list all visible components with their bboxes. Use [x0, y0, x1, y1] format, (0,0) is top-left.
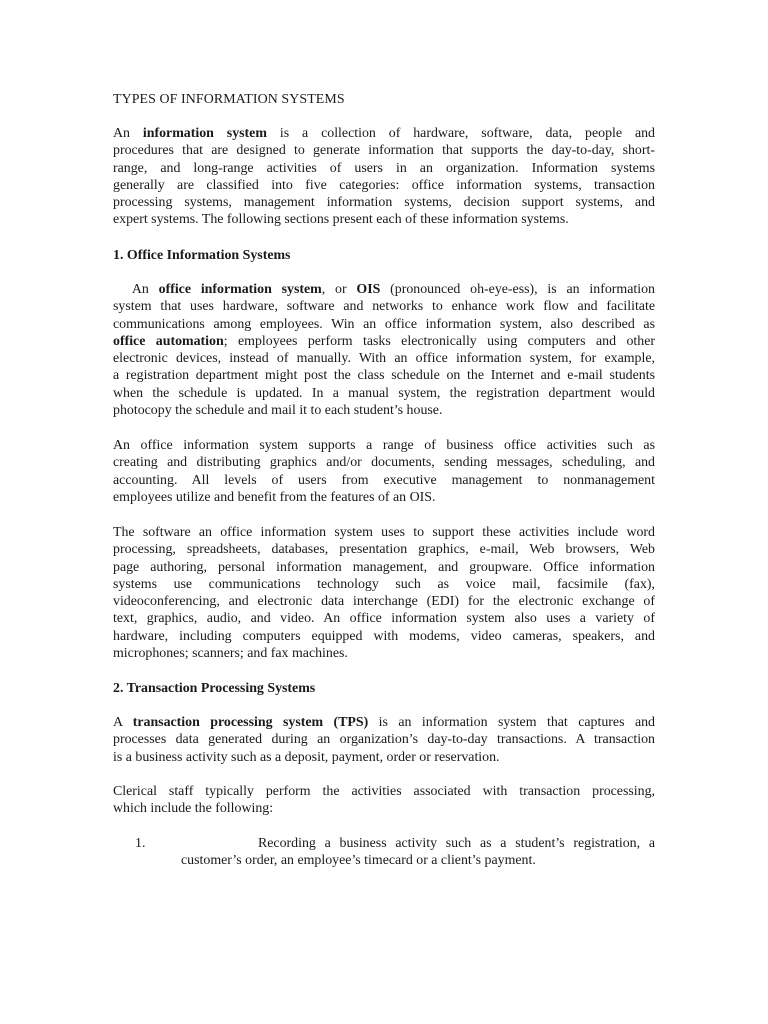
intro-line-4: generally are classified into five categories: office information systems, transaction	[113, 177, 655, 193]
s1p3-line-5: videoconferencing, and electronic data interchange (EDI) for the electronic exchange of	[113, 594, 655, 610]
section-2-heading: 2. Transaction Processing Systems	[113, 681, 316, 696]
document-title	[113, 91, 655, 108]
s1p3-line-4: systems use communications technology such as voice mail, facsimile (fax),	[113, 576, 655, 592]
s1p3-line-3: page authoring, personal information management, and groupware. Office information	[113, 559, 655, 575]
s1p1-line-7: when the schedule is updated. In a manual system, the registration department would	[113, 385, 655, 401]
s1p1-line-8: photocopy the schedule and mail it to each student’s house.	[113, 403, 443, 419]
s2p1-line-3: is a business activity such as a deposit, payment, order or reservation.	[113, 749, 500, 765]
intro-line-1: An information system is a collection of hardware, software, data, people and	[113, 126, 655, 141]
section-1-paragraph-1	[113, 281, 655, 419]
s1p1-line-3: communications among employees. Win an office information system, also described as	[113, 316, 655, 332]
intro-paragraph	[113, 125, 655, 229]
section-1-paragraph-3	[113, 524, 655, 662]
section-1-paragraph-2	[113, 437, 655, 506]
s1p1-line-1: An office information system, or OIS (pronounced oh-eye-ess), is an information	[113, 282, 655, 297]
s1p3-line-1: The software an office information system uses to support these activities include word	[113, 525, 655, 540]
s1p1-line-2: system that uses hardware, software and networks to enhance work flow and facilitate	[113, 299, 655, 315]
s2p1-line-2: processes data generated during an organization’s day-to-day transactions. A transaction	[113, 732, 655, 748]
s1p3-line-8: microphones; scanners; and fax machines.	[113, 646, 348, 662]
s1p3-line-6: text, graphics, audio, and video. An office information system also uses a variety of	[113, 611, 655, 627]
term-ois: OIS	[356, 282, 381, 297]
term-office-automation: office automation	[113, 333, 224, 349]
s1p1-line-5: electronic devices, instead of manually. With an office information system, for example,	[113, 351, 655, 367]
intro-line-2: procedures that are designed to generate information that supports the day-to-day, short-	[113, 143, 655, 159]
intro-line-5: processing systems, management information systems, decision support systems, and	[113, 195, 655, 211]
term-office-information-system: office information system	[158, 282, 322, 297]
list-item-line-1: Recording a business activity such as a student’s registration, a	[258, 836, 655, 851]
s1p3-line-2: processing, spreadsheets, databases, presentation graphics, e-mail, Web browsers, Web	[113, 542, 655, 558]
s1p1-line-4: office automation; employees perform tasks electronically using computers and other	[113, 333, 655, 349]
list-item-line-2: customer’s order, an employee’s timecard or a client’s payment.	[181, 853, 536, 869]
s2p1-line-1: A transaction processing system (TPS) is an information system that captures and	[113, 715, 655, 730]
s1p2-line-4: employees utilize and benefit from the features of an OIS.	[113, 489, 436, 505]
intro-line-6: expert systems. The following sections present each of these information systems.	[113, 212, 569, 228]
s1p1-line-6: a registration department might post the class schedule on the Internet and e-mail students	[113, 368, 655, 384]
s1p2-line-2: creating and distributing graphics and/or documents, sending messages, scheduling, and	[113, 455, 655, 471]
term-tps: transaction processing system (TPS)	[132, 715, 369, 730]
term-information-system: information system	[142, 126, 267, 141]
s1p2-line-1: An office information system supports a range of business office activities such as	[113, 438, 655, 453]
s1p2-line-3: accounting. All levels of users from executive management to nonmanagement	[113, 472, 655, 488]
intro-line-3: range, and long-range activities of users in an organization. Information systems	[113, 160, 655, 176]
s1p3-line-7: hardware, including computers equipped with modems, video cameras, speakers, and	[113, 628, 655, 644]
s2p2-line-1: Clerical staff typically perform the activities associated with transaction processing,	[113, 784, 655, 799]
list-item-number: 1.	[135, 836, 146, 851]
document-title-text: TYPES OF INFORMATION SYSTEMS	[113, 92, 345, 107]
s2p2-line-2: which include the following:	[113, 801, 274, 817]
section-1-heading: 1. Office Information Systems	[113, 248, 291, 263]
section-2-paragraph-2	[113, 783, 655, 818]
section-2-paragraph-1	[113, 714, 655, 766]
